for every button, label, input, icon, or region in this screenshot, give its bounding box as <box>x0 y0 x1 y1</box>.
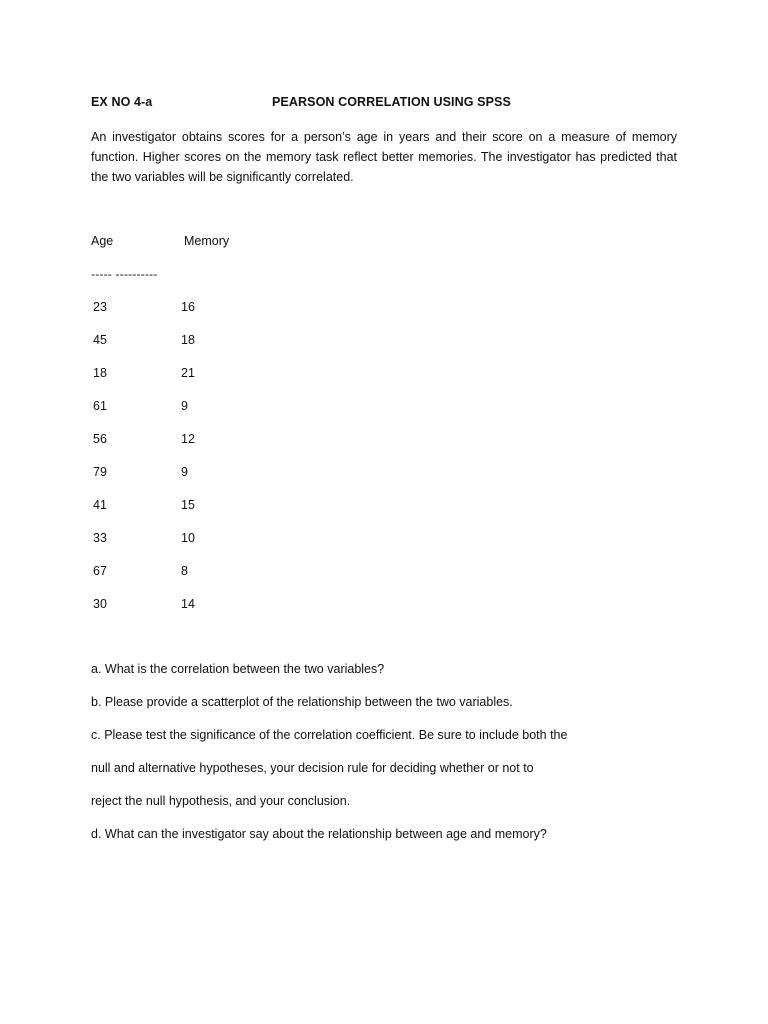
memory-value: 9 <box>181 465 188 479</box>
question-a: a. What is the correlation between the two variables? <box>91 662 385 676</box>
table-row <box>0 531 768 551</box>
table-row <box>0 465 768 485</box>
memory-value: 12 <box>181 432 195 446</box>
page-title: PEARSON CORRELATION USING SPSS <box>272 95 511 109</box>
question-d: d. What can the investigator say about the relationship between age and memory? <box>91 827 547 841</box>
age-value: 56 <box>93 432 107 446</box>
question-c-line-3: reject the null hypothesis, and your conclusion. <box>91 794 351 808</box>
table-row <box>0 399 768 419</box>
table-row <box>0 432 768 452</box>
question-b: b. Please provide a scatterplot of the relationship between the two variables. <box>91 695 513 709</box>
age-value: 79 <box>93 465 107 479</box>
age-value: 18 <box>93 366 107 380</box>
memory-value: 9 <box>181 399 188 413</box>
memory-value: 14 <box>181 597 195 611</box>
age-value: 61 <box>93 399 107 413</box>
age-value: 33 <box>93 531 107 545</box>
table-row <box>0 564 768 584</box>
age-value: 23 <box>93 300 107 314</box>
age-value: 41 <box>93 498 107 512</box>
table-divider: ----- ---------- <box>91 267 158 281</box>
memory-value: 16 <box>181 300 195 314</box>
question-c-line-1: c. Please test the significance of the correlation coefficient. Be sure to include both the <box>91 728 568 742</box>
age-value: 45 <box>93 333 107 347</box>
table-row <box>0 333 768 353</box>
question-c-line-2: null and alternative hypotheses, your decision rule for deciding whether or not to <box>91 761 534 775</box>
age-value: 67 <box>93 564 107 578</box>
table-row <box>0 498 768 518</box>
age-value: 30 <box>93 597 107 611</box>
memory-value: 18 <box>181 333 195 347</box>
memory-value: 8 <box>181 564 188 578</box>
memory-value: 15 <box>181 498 195 512</box>
table-row <box>0 597 768 617</box>
column-header-memory: Memory <box>184 234 230 248</box>
table-row <box>0 366 768 386</box>
exercise-number: EX NO 4-a <box>91 95 153 109</box>
memory-value: 10 <box>181 531 195 545</box>
column-header-age: Age <box>91 234 114 248</box>
intro-paragraph: An investigator obtains scores for a person’s age in years and their score on a measure of memory function. Higher scores on the memory task reflect better memories. The investigator has predicted that the two variables will be significantly correlated. <box>91 130 677 184</box>
table-row <box>0 300 768 320</box>
memory-value: 21 <box>181 366 195 380</box>
